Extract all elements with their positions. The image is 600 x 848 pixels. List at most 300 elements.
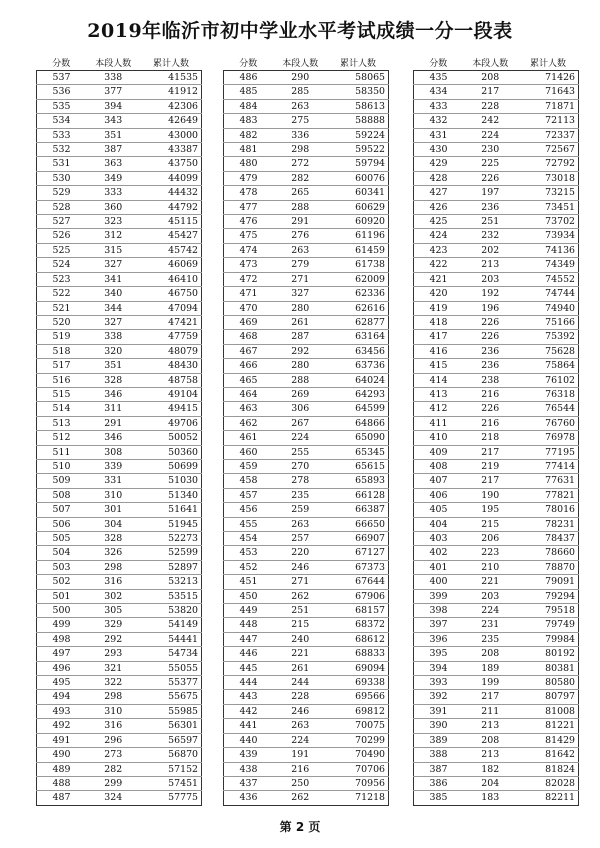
cumulative-count-cell: 72567: [517, 143, 578, 157]
cumulative-count-cell: 81429: [517, 733, 578, 747]
score-cell: 465: [224, 373, 274, 387]
cumulative-count-cell: 64293: [327, 387, 388, 401]
table-row: [224, 791, 389, 805]
score-cell: 527: [37, 215, 87, 229]
cumulative-count-cell: 81824: [517, 762, 578, 776]
cumulative-count-cell: 60076: [327, 171, 388, 185]
cumulative-count-cell: 46410: [140, 272, 201, 286]
score-cell: 435: [414, 71, 464, 85]
score-cell: 505: [37, 532, 87, 546]
score-cell: 475: [224, 229, 274, 243]
segment-count-cell: 204: [463, 776, 517, 790]
cumulative-count-cell: 75628: [517, 344, 578, 358]
score-cell: 414: [414, 373, 464, 387]
cumulative-count-cell: 68372: [327, 618, 388, 632]
cumulative-count-cell: 73215: [517, 186, 578, 200]
score-cell: 528: [37, 200, 87, 214]
table-row: [414, 243, 579, 257]
cumulative-count-cell: 48758: [140, 373, 201, 387]
score-table-column-2: [223, 58, 389, 806]
score-cell: 471: [224, 287, 274, 301]
segment-count-cell: 298: [86, 560, 140, 574]
table-row: [414, 704, 579, 718]
segment-count-cell: 240: [273, 632, 327, 646]
table-row: [37, 704, 202, 718]
segment-count-cell: 287: [273, 330, 327, 344]
cumulative-count-cell: 69812: [327, 704, 388, 718]
score-table: [36, 58, 202, 806]
table-row: [37, 546, 202, 560]
score-cell: 530: [37, 171, 87, 185]
score-cell: 459: [224, 459, 274, 473]
table-row: [37, 690, 202, 704]
table-row: [224, 762, 389, 776]
score-cell: 409: [414, 445, 464, 459]
segment-count-cell: 251: [273, 604, 327, 618]
cumulative-count-cell: 69338: [327, 676, 388, 690]
table-row: [37, 776, 202, 790]
score-cell: 420: [414, 287, 464, 301]
segment-count-cell: 324: [86, 791, 140, 805]
cumulative-count-cell: 44792: [140, 200, 201, 214]
cumulative-count-cell: 63736: [327, 359, 388, 373]
segment-count-cell: 304: [86, 517, 140, 531]
table-row: [37, 589, 202, 603]
cumulative-count-cell: 55055: [140, 661, 201, 675]
cumulative-count-cell: 65345: [327, 445, 388, 459]
cumulative-count-cell: 64024: [327, 373, 388, 387]
cumulative-count-cell: 50360: [140, 445, 201, 459]
segment-count-cell: 310: [86, 704, 140, 718]
cumulative-count-cell: 61459: [327, 243, 388, 257]
score-cell: 432: [414, 114, 464, 128]
score-cell: 500: [37, 604, 87, 618]
segment-count-cell: 273: [86, 748, 140, 762]
segment-count-cell: 208: [463, 71, 517, 85]
score-cell: 485: [224, 85, 274, 99]
segment-count-cell: 291: [86, 416, 140, 430]
score-cell: 472: [224, 272, 274, 286]
score-cell: 474: [224, 243, 274, 257]
score-table: [413, 58, 579, 806]
segment-count-cell: 189: [463, 661, 517, 675]
segment-count-cell: 182: [463, 762, 517, 776]
segment-count-cell: 290: [273, 71, 327, 85]
score-cell: 445: [224, 661, 274, 675]
cumulative-count-cell: 64866: [327, 416, 388, 430]
cumulative-count-cell: 59224: [327, 128, 388, 142]
segment-count-cell: 228: [273, 690, 327, 704]
segment-count-cell: 269: [273, 387, 327, 401]
cumulative-count-cell: 71426: [517, 71, 578, 85]
segment-count-cell: 278: [273, 474, 327, 488]
segment-count-cell: 349: [86, 171, 140, 185]
segment-count-cell: 215: [273, 618, 327, 632]
table-row: [224, 243, 389, 257]
score-cell: 469: [224, 315, 274, 329]
segment-count-cell: 292: [86, 632, 140, 646]
table-row: [224, 733, 389, 747]
table-row: [224, 85, 389, 99]
score-cell: 524: [37, 258, 87, 272]
table-row: [414, 200, 579, 214]
segment-count-cell: 331: [86, 474, 140, 488]
segment-count-cell: 183: [463, 791, 517, 805]
table-row: [414, 618, 579, 632]
cumulative-count-cell: 56301: [140, 719, 201, 733]
cumulative-count-cell: 82028: [517, 776, 578, 790]
segment-count-cell: 213: [463, 258, 517, 272]
score-cell: 481: [224, 143, 274, 157]
score-cell: 467: [224, 344, 274, 358]
segment-count-cell: 271: [273, 272, 327, 286]
table-row: [37, 272, 202, 286]
cumulative-count-cell: 75392: [517, 330, 578, 344]
score-cell: 440: [224, 733, 274, 747]
score-cell: 503: [37, 560, 87, 574]
score-cell: 521: [37, 301, 87, 315]
table-row: [224, 359, 389, 373]
cumulative-count-cell: 67373: [327, 560, 388, 574]
score-cell: 488: [37, 776, 87, 790]
segment-count-cell: 263: [273, 99, 327, 113]
segment-count-cell: 203: [463, 589, 517, 603]
score-cell: 534: [37, 114, 87, 128]
score-cell: 519: [37, 330, 87, 344]
segment-count-cell: 219: [463, 459, 517, 473]
table-row: [224, 748, 389, 762]
segment-count-cell: 346: [86, 431, 140, 445]
cumulative-count-cell: 79984: [517, 632, 578, 646]
score-cell: 434: [414, 85, 464, 99]
cumulative-count-cell: 68612: [327, 632, 388, 646]
score-cell: 501: [37, 589, 87, 603]
cumulative-count-cell: 58065: [327, 71, 388, 85]
table-row: [37, 229, 202, 243]
table-row: [224, 517, 389, 531]
segment-count-cell: 298: [273, 143, 327, 157]
table-row: [224, 330, 389, 344]
segment-count-cell: 262: [273, 589, 327, 603]
segment-count-cell: 296: [86, 733, 140, 747]
cumulative-count-cell: 69566: [327, 690, 388, 704]
segment-count-cell: 263: [273, 243, 327, 257]
segment-count-cell: 223: [463, 546, 517, 560]
table-row: [414, 719, 579, 733]
table-row: [414, 387, 579, 401]
segment-count-cell: 282: [273, 171, 327, 185]
segment-count-cell: 255: [273, 445, 327, 459]
table-row: [224, 186, 389, 200]
score-cell: 513: [37, 416, 87, 430]
segment-count-cell: 221: [273, 647, 327, 661]
table-row: [37, 488, 202, 502]
score-cell: 520: [37, 315, 87, 329]
table-row: [37, 85, 202, 99]
cumulative-count-cell: 52599: [140, 546, 201, 560]
score-cell: 497: [37, 647, 87, 661]
table-row: [224, 632, 389, 646]
cumulative-count-cell: 48430: [140, 359, 201, 373]
table-row: [414, 258, 579, 272]
table-row: [37, 647, 202, 661]
score-cell: 412: [414, 402, 464, 416]
table-row: [414, 560, 579, 574]
table-row: [224, 143, 389, 157]
score-cell: 525: [37, 243, 87, 257]
score-table: [223, 58, 389, 806]
cumulative-count-cell: 71643: [517, 85, 578, 99]
score-cell: 431: [414, 128, 464, 142]
table-row: [37, 215, 202, 229]
cumulative-count-cell: 46750: [140, 287, 201, 301]
score-cell: 509: [37, 474, 87, 488]
score-cell: 510: [37, 459, 87, 473]
score-cell: 516: [37, 373, 87, 387]
score-cell: 385: [414, 791, 464, 805]
table-row: [414, 647, 579, 661]
table-row: [37, 143, 202, 157]
score-cell: 437: [224, 776, 274, 790]
header-segment-count: 本段人数: [273, 58, 327, 71]
score-cell: 514: [37, 402, 87, 416]
cumulative-count-cell: 74940: [517, 301, 578, 315]
cumulative-count-cell: 54441: [140, 632, 201, 646]
table-row: [414, 373, 579, 387]
cumulative-count-cell: 59522: [327, 143, 388, 157]
table-header-row: [224, 58, 389, 71]
score-cell: 392: [414, 690, 464, 704]
cumulative-count-cell: 80192: [517, 647, 578, 661]
score-cell: 476: [224, 215, 274, 229]
cumulative-count-cell: 74136: [517, 243, 578, 257]
segment-count-cell: 197: [463, 186, 517, 200]
table-row: [414, 632, 579, 646]
table-row: [414, 416, 579, 430]
table-row: [414, 474, 579, 488]
segment-count-cell: 305: [86, 604, 140, 618]
segment-count-cell: 312: [86, 229, 140, 243]
table-row: [37, 71, 202, 85]
score-cell: 486: [224, 71, 274, 85]
table-row: [224, 704, 389, 718]
score-cell: 477: [224, 200, 274, 214]
cumulative-count-cell: 80797: [517, 690, 578, 704]
cumulative-count-cell: 51641: [140, 503, 201, 517]
cumulative-count-cell: 49415: [140, 402, 201, 416]
table-row: [37, 719, 202, 733]
cumulative-count-cell: 70490: [327, 748, 388, 762]
segment-count-cell: 311: [86, 402, 140, 416]
cumulative-count-cell: 77631: [517, 474, 578, 488]
cumulative-count-cell: 76760: [517, 416, 578, 430]
segment-count-cell: 192: [463, 287, 517, 301]
cumulative-count-cell: 77414: [517, 459, 578, 473]
table-row: [37, 157, 202, 171]
table-row: [37, 99, 202, 113]
segment-count-cell: 257: [273, 532, 327, 546]
table-row: [37, 171, 202, 185]
score-cell: 411: [414, 416, 464, 430]
score-cell: 410: [414, 431, 464, 445]
score-cell: 496: [37, 661, 87, 675]
segment-count-cell: 265: [273, 186, 327, 200]
header-score: 分数: [414, 58, 464, 71]
score-cell: 512: [37, 431, 87, 445]
score-cell: 478: [224, 186, 274, 200]
segment-count-cell: 236: [463, 344, 517, 358]
table-row: [224, 647, 389, 661]
score-cell: 387: [414, 762, 464, 776]
table-row: [224, 431, 389, 445]
table-row: [37, 416, 202, 430]
cumulative-count-cell: 74552: [517, 272, 578, 286]
score-cell: 495: [37, 676, 87, 690]
cumulative-count-cell: 54734: [140, 647, 201, 661]
score-cell: 444: [224, 676, 274, 690]
score-cell: 422: [414, 258, 464, 272]
score-cell: 470: [224, 301, 274, 315]
score-cell: 517: [37, 359, 87, 373]
segment-count-cell: 228: [463, 99, 517, 113]
score-cell: 537: [37, 71, 87, 85]
score-cell: 458: [224, 474, 274, 488]
cumulative-count-cell: 58350: [327, 85, 388, 99]
score-cell: 498: [37, 632, 87, 646]
score-cell: 447: [224, 632, 274, 646]
score-cell: 425: [414, 215, 464, 229]
cumulative-count-cell: 43000: [140, 128, 201, 142]
table-row: [37, 618, 202, 632]
segment-count-cell: 235: [463, 632, 517, 646]
table-row: [224, 575, 389, 589]
table-row: [414, 517, 579, 531]
cumulative-count-cell: 68157: [327, 604, 388, 618]
segment-count-cell: 206: [463, 532, 517, 546]
table-row: [37, 762, 202, 776]
table-row: [224, 560, 389, 574]
segment-count-cell: 226: [463, 402, 517, 416]
segment-count-cell: 190: [463, 488, 517, 502]
table-row: [224, 661, 389, 675]
page-number: 第 2 页: [279, 820, 321, 834]
segment-count-cell: 216: [463, 416, 517, 430]
score-cell: 463: [224, 402, 274, 416]
score-cell: 511: [37, 445, 87, 459]
cumulative-count-cell: 71218: [327, 791, 388, 805]
table-row: [224, 589, 389, 603]
cumulative-count-cell: 67127: [327, 546, 388, 560]
segment-count-cell: 213: [463, 748, 517, 762]
segment-count-cell: 346: [86, 387, 140, 401]
score-cell: 441: [224, 719, 274, 733]
cumulative-count-cell: 73451: [517, 200, 578, 214]
table-row: [224, 344, 389, 358]
segment-count-cell: 217: [463, 690, 517, 704]
segment-count-cell: 221: [463, 575, 517, 589]
cumulative-count-cell: 59794: [327, 157, 388, 171]
score-cell: 396: [414, 632, 464, 646]
score-cell: 454: [224, 532, 274, 546]
segment-count-cell: 329: [86, 618, 140, 632]
segment-count-cell: 217: [463, 85, 517, 99]
table-row: [414, 143, 579, 157]
score-cell: 489: [37, 762, 87, 776]
score-cell: 442: [224, 704, 274, 718]
score-cell: 483: [224, 114, 274, 128]
score-cell: 428: [414, 171, 464, 185]
table-row: [224, 488, 389, 502]
table-row: [37, 575, 202, 589]
table-row: [224, 776, 389, 790]
cumulative-count-cell: 66650: [327, 517, 388, 531]
score-cell: 397: [414, 618, 464, 632]
score-cell: 484: [224, 99, 274, 113]
segment-count-cell: 343: [86, 114, 140, 128]
header-segment-count: 本段人数: [463, 58, 517, 71]
segment-count-cell: 217: [463, 474, 517, 488]
cumulative-count-cell: 78437: [517, 532, 578, 546]
cumulative-count-cell: 65893: [327, 474, 388, 488]
table-row: [37, 315, 202, 329]
segment-count-cell: 261: [273, 661, 327, 675]
score-cell: 531: [37, 157, 87, 171]
table-row: [414, 171, 579, 185]
table-row: [37, 387, 202, 401]
segment-count-cell: 394: [86, 99, 140, 113]
table-row: [224, 546, 389, 560]
table-row: [414, 791, 579, 805]
table-row: [414, 215, 579, 229]
table-row: [414, 330, 579, 344]
table-row: [224, 315, 389, 329]
segment-count-cell: 341: [86, 272, 140, 286]
cumulative-count-cell: 53820: [140, 604, 201, 618]
table-row: [37, 560, 202, 574]
segment-count-cell: 242: [463, 114, 517, 128]
segment-count-cell: 218: [463, 431, 517, 445]
table-row: [37, 402, 202, 416]
table-row: [37, 661, 202, 675]
table-row: [414, 157, 579, 171]
score-cell: 429: [414, 157, 464, 171]
segment-count-cell: 336: [273, 128, 327, 142]
table-row: [414, 301, 579, 315]
segment-count-cell: 202: [463, 243, 517, 257]
cumulative-count-cell: 65090: [327, 431, 388, 445]
cumulative-count-cell: 66128: [327, 488, 388, 502]
page-title: 2019年临沂市初中学业水平考试成绩一分一段表: [87, 20, 513, 42]
cumulative-count-cell: 57152: [140, 762, 201, 776]
segment-count-cell: 280: [273, 301, 327, 315]
segment-count-cell: 267: [273, 416, 327, 430]
cumulative-count-cell: 47094: [140, 301, 201, 315]
cumulative-count-cell: 50699: [140, 459, 201, 473]
table-row: [224, 416, 389, 430]
cumulative-count-cell: 53515: [140, 589, 201, 603]
table-row: [414, 575, 579, 589]
cumulative-count-cell: 49104: [140, 387, 201, 401]
table-row: [414, 748, 579, 762]
score-cell: 479: [224, 171, 274, 185]
cumulative-count-cell: 81221: [517, 719, 578, 733]
score-cell: 480: [224, 157, 274, 171]
cumulative-count-cell: 79091: [517, 575, 578, 589]
segment-count-cell: 302: [86, 589, 140, 603]
segment-count-cell: 216: [273, 762, 327, 776]
score-cell: 398: [414, 604, 464, 618]
table-row: [37, 459, 202, 473]
